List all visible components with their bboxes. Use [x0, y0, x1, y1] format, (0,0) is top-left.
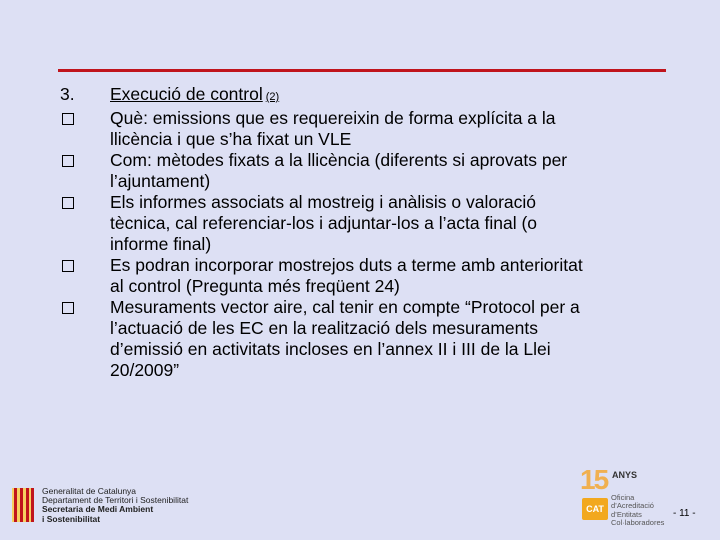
cat-text: Oficina d’Acreditació d’Entitats Col·laboradores	[611, 493, 665, 528]
gencat-logo-icon	[12, 488, 34, 522]
heading-title: Execució de control	[110, 84, 263, 104]
square-bullet-icon	[62, 113, 74, 125]
bullet-item	[60, 150, 660, 192]
bullet-item	[60, 108, 660, 150]
bullet-item	[60, 255, 660, 297]
anniversary-word: ANYS	[612, 470, 638, 480]
bullet-text: Es podran incorporar mostrejos duts a terme amb anterioritat al control (Pregunta més freqüent 24)	[110, 255, 583, 296]
heading	[110, 84, 660, 108]
title-divider-rule	[58, 69, 666, 72]
bullet-text: Com: mètodes fixats a la llicència (diferents si aprovats per l’ajuntament)	[110, 150, 568, 191]
page-number: - 11 -	[673, 508, 696, 519]
anniversary-number: 15	[580, 464, 608, 495]
bullet-text: Què: emissions que es requereixin de forma explícita a la llicència i que s’ha fixat un VLE	[110, 108, 556, 149]
square-bullet-icon	[62, 260, 74, 272]
footer	[0, 464, 720, 540]
slide-content	[60, 84, 660, 381]
square-bullet-icon	[62, 155, 74, 167]
heading-sub: (2)	[265, 91, 280, 103]
bullet-item	[60, 297, 660, 381]
heading-number: 3.	[60, 84, 75, 104]
bullet-item	[60, 192, 660, 255]
heading-row	[60, 84, 660, 108]
square-bullet-icon	[62, 197, 74, 209]
cat-logo-icon: CAT	[582, 498, 608, 520]
square-bullet-icon	[62, 302, 74, 314]
bullet-text: Els informes associats al mostreig i anàlisis o valoració tècnica, cal referenciar-los i adjuntar-los a l’acta final (o informe final)	[110, 192, 537, 254]
gencat-text: Generalitat de Catalunya Departament de Territori i Sostenibilitat Secretaria de Medi Ambient i Sostenibilitat	[42, 486, 189, 524]
bullet-text: Mesuraments vector aire, cal tenir en compte “Protocol per a l’actuació de les EC en la realització dels mesuraments d’emissió en activitats incloses en l’annex II i III de la Llei 20/2009”	[110, 297, 580, 380]
